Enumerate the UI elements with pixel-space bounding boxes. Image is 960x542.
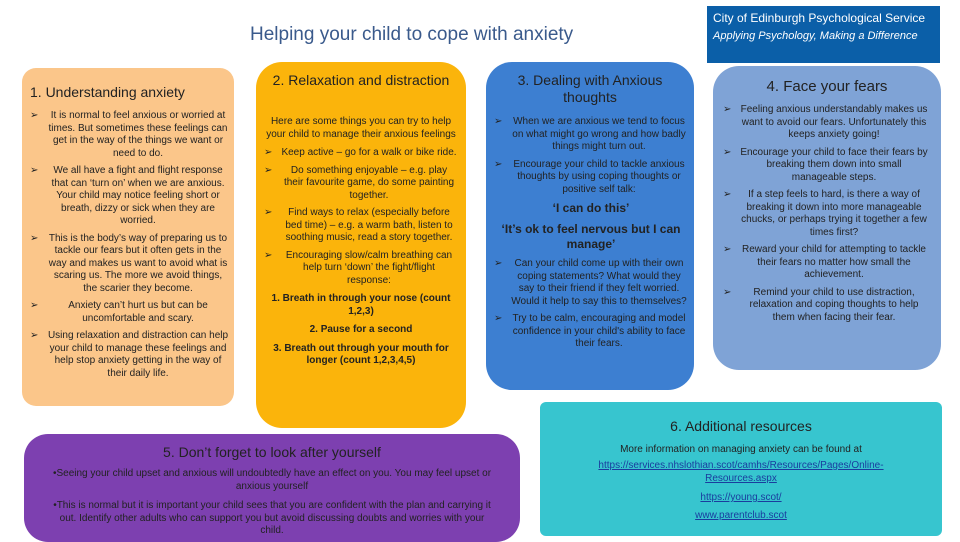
breathing-step: 1. Breath in through your nose (count 1,2,3)	[271, 293, 451, 317]
arrow-bullet-icon: ➢	[723, 146, 732, 158]
org-slogan: Applying Psychology, Making a Difference	[713, 30, 918, 42]
panel-additional-resources	[540, 402, 942, 536]
arrow-bullet-icon: ➢	[264, 249, 273, 261]
arrow-bullet-icon: ➢	[30, 300, 39, 311]
arrow-bullet-icon: ➢	[494, 158, 503, 170]
paragraph: •Seeing your child upset and anxious will undoubtedly have an effect on you. You may feel upset or anxious yourself	[52, 468, 492, 492]
panel-relaxation	[256, 62, 466, 428]
list-item: ➢ Can your child come up with their own coping statements? What would they say to their friend if they felt worried. Would it help to say this to themselves?	[494, 258, 687, 307]
list-item: ➢ If a step feels to hard, is there a way of breaking it down into more manageable chucks, or perhaps trying it together a few times first?	[723, 189, 927, 238]
arrow-bullet-icon: ➢	[30, 330, 39, 341]
list-item: ➢ Keep active – go for a walk or bike ride.	[264, 147, 457, 158]
list-item: ➢ Remind your child to use distraction, relaxation and coping thoughts to help them when facing their fear.	[723, 286, 919, 323]
list-item: ➢ Encouraging slow/calm breathing can help turn ‘down’ the fight/flight response:	[264, 249, 453, 286]
arrow-bullet-icon: ➢	[723, 104, 732, 115]
breathing-step: 3. Breath out through your mouth for longer (count 1,2,3,4,5)	[273, 342, 449, 366]
list-item: ➢ Feeling anxious understandably makes us want to avoid our fears. Unfortunately this keeps anxiety going!	[723, 104, 928, 140]
arrow-bullet-icon: ➢	[723, 244, 732, 255]
list-item: ➢ This is the body’s way of preparing us to tackle our fears but it often gets in the way and makes us want to avoid what is scaring us. The more we avoid things, the scarier they become.	[30, 232, 228, 294]
list-item: ➢ We all have a fight and flight response that can ‘turn on’ when we are anxious. Your child may notice feeling short or breath, dizzy or sick when they are worried.	[30, 165, 225, 226]
arrow-bullet-icon: ➢	[30, 232, 39, 244]
list-item: ➢ When we are anxious we tend to focus on what might go wrong and how badly things might turn out.	[494, 116, 686, 152]
page-title: Helping your child to cope with anxiety	[250, 24, 574, 45]
arrow-bullet-icon: ➢	[494, 313, 503, 324]
list-item: ➢ Anxiety can’t hurt us but can be uncomfortable and scary.	[30, 300, 208, 324]
resource-link-parentclub[interactable]: www.parentclub.scot	[695, 510, 787, 521]
resource-link-young-scot[interactable]: https://young.scot/	[700, 492, 782, 503]
arrow-bullet-icon: ➢	[30, 165, 39, 176]
org-banner	[707, 6, 940, 63]
panel-look-after-yourself	[24, 434, 520, 542]
org-name: City of Edinburgh Psychological Service	[713, 11, 926, 25]
list-item: ➢ It is normal to feel anxious or worried at times. But sometimes these feelings can get in the way of the things we want or need to do.	[30, 110, 228, 159]
intro-text: Here are some things you can try to help your child to manage their anxious feelings	[266, 116, 456, 140]
section-heading: 1. Understanding anxiety	[30, 84, 185, 100]
section-heading: 6. Additional resources	[670, 418, 812, 434]
coping-quote: ‘It’s ok to feel nervous but I can manage’	[501, 222, 681, 251]
section-heading: 4. Face your fears	[766, 78, 888, 95]
list-item: ➢ Do something enjoyable – e.g. play their favourite game, do some painting together.	[264, 164, 455, 201]
arrow-bullet-icon: ➢	[30, 110, 39, 121]
intro-text: More information on managing anxiety can be found at	[620, 444, 862, 455]
section-heading: 2. Relaxation and distraction	[272, 72, 450, 88]
list-item: ➢ Find ways to relax (especially before bed time) – e.g. a warm bath, listen to soothing music, read a story together.	[264, 207, 453, 243]
list-item: ➢ Encourage your child to face their fears by breaking them down into small manageable steps.	[723, 146, 928, 183]
list-item: ➢ Reward your child for attempting to tackle their fears no matter how small the achievement.	[723, 244, 926, 280]
section-heading: 5. Don’t forget to look after yourself	[163, 444, 381, 460]
arrow-bullet-icon: ➢	[723, 189, 732, 200]
coping-quote: ‘I can do this’	[552, 201, 630, 215]
arrow-bullet-icon: ➢	[264, 147, 273, 158]
section-heading: 3. Dealing with Anxious thoughts	[517, 72, 663, 105]
paragraph: •This is normal but it is important your child sees that you are confident with the plan and carrying it out. Identify other adults who can support you but avoid discussing doubts and worries with your child.	[53, 500, 491, 536]
list-item: ➢ Using relaxation and distraction can help your child to manage these feelings and help stop anxiety getting in the way of their daily life.	[30, 330, 229, 379]
arrow-bullet-icon: ➢	[494, 258, 503, 269]
list-item: ➢ Try to be calm, encouraging and model confidence in your child's ability to face their fears.	[494, 313, 686, 349]
panel-understanding-anxiety	[22, 68, 234, 406]
resource-link-nhs[interactable]: https://services.nhslothian.scot/camhs/Resources/Pages/Online-Resources.aspx	[598, 460, 884, 484]
list-item: ➢ Encourage your child to tackle anxious thoughts by using coping thoughts or positive self talk:	[494, 158, 685, 195]
arrow-bullet-icon: ➢	[264, 164, 273, 176]
arrow-bullet-icon: ➢	[723, 286, 732, 298]
panel-face-fears	[713, 66, 941, 370]
breathing-step: 2. Pause for a second	[309, 324, 413, 335]
panel-anxious-thoughts	[486, 62, 694, 390]
arrow-bullet-icon: ➢	[494, 116, 503, 127]
arrow-bullet-icon: ➢	[264, 207, 273, 218]
